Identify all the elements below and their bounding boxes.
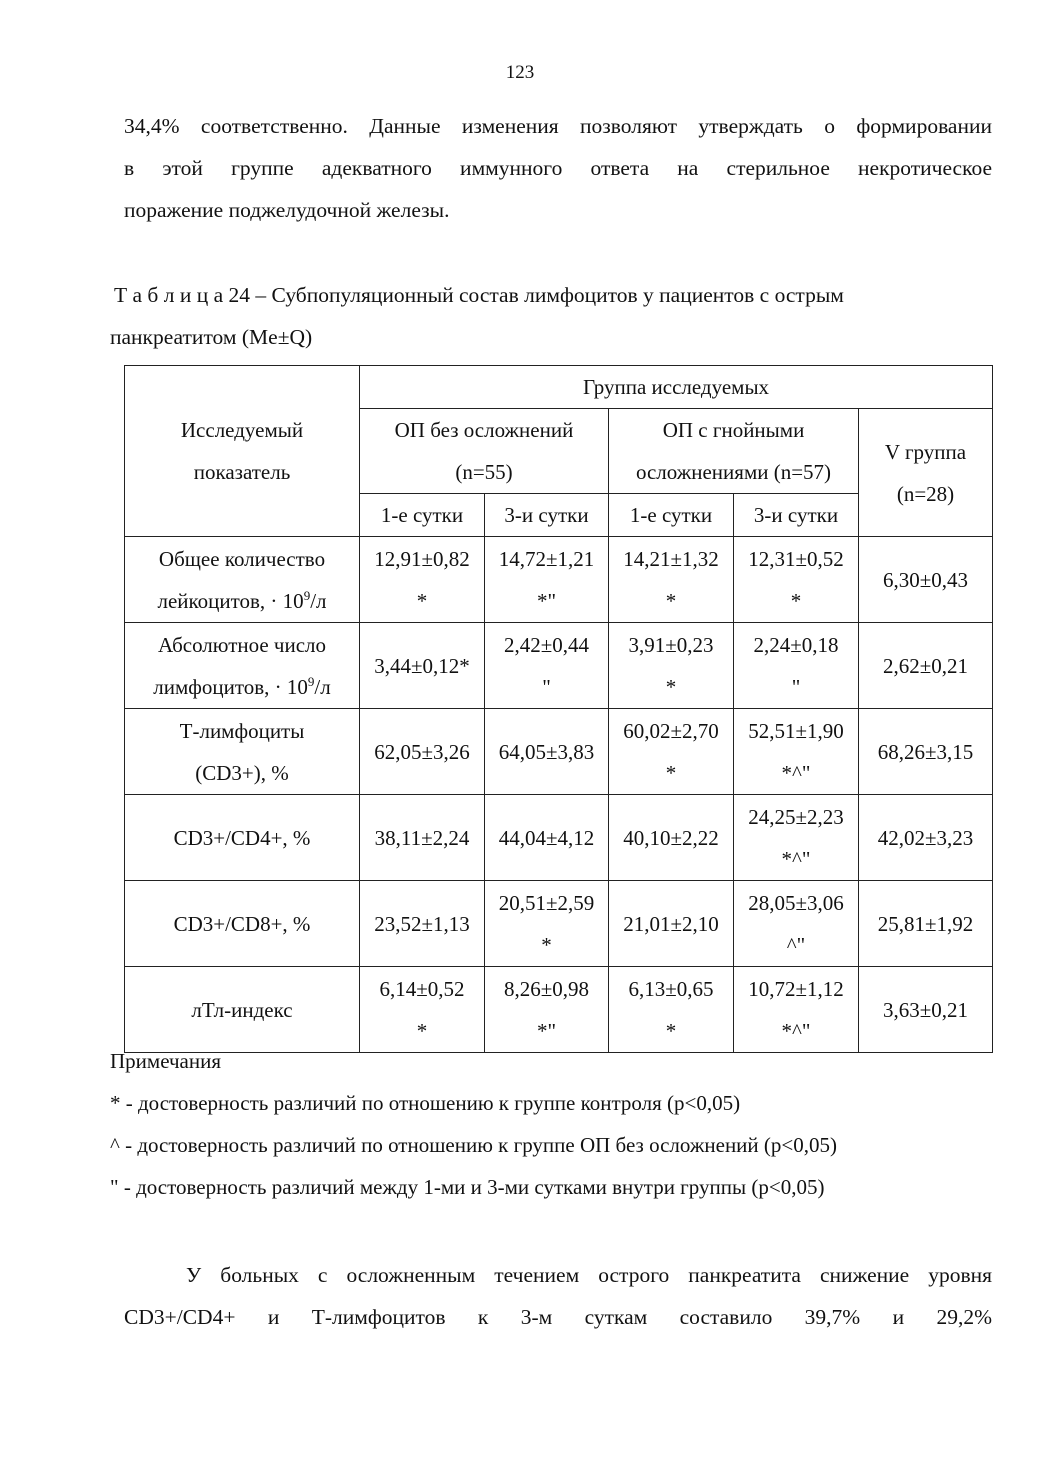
cell-value: 8,26±0,98 *" <box>485 967 609 1053</box>
cell-value: 20,51±2,59 * <box>485 881 609 967</box>
header-group-3: V группа (n=28) <box>859 409 993 537</box>
header-day-3: 3-и сутки <box>734 494 859 537</box>
header-group-2: ОП с гнойными осложнениями (n=57) <box>609 409 859 494</box>
cell-value: 12,91±0,82 * <box>360 537 485 623</box>
cell-value: 68,26±3,15 <box>859 709 993 795</box>
cell-value: 44,04±4,12 <box>485 795 609 881</box>
intro-paragraph <box>124 105 992 231</box>
cell-value: 24,25±2,23 *^" <box>734 795 859 881</box>
page-number: 123 <box>505 62 535 83</box>
intro-line: 34,4% соответственно. Данные изменения позволяют утверждать о формировании <box>124 114 992 138</box>
row-label: Т-лимфоциты (CD3+), % <box>125 709 360 795</box>
intro-line: поражение поджелудочной железы. <box>124 198 450 222</box>
outro-paragraph <box>124 1254 992 1338</box>
cell-value: 60,02±2,70 * <box>609 709 734 795</box>
cell-value: 28,05±3,06 ^" <box>734 881 859 967</box>
cell-value: 52,51±1,90 *^" <box>734 709 859 795</box>
cell-value: 6,13±0,65 * <box>609 967 734 1053</box>
header-group-1: ОП без осложнений (n=55) <box>360 409 609 494</box>
header-day-1: 1-е сутки <box>609 494 734 537</box>
table-caption-line: панкреатитом (Me±Q) <box>110 325 313 349</box>
cell-value: 3,91±0,23 * <box>609 623 734 709</box>
cell-value: 42,02±3,23 <box>859 795 993 881</box>
cell-value: 14,72±1,21 *" <box>485 537 609 623</box>
table-row <box>125 623 993 709</box>
cell-value: 38,11±2,24 <box>360 795 485 881</box>
cell-value: 62,05±3,26 <box>360 709 485 795</box>
table-row <box>125 537 993 623</box>
intro-line: в этой группе адекватного иммунного ответа на стерильное некротическое <box>124 156 992 180</box>
cell-value: 14,21±1,32 * <box>609 537 734 623</box>
cell-value: 3,63±0,21 <box>859 967 993 1053</box>
row-label: CD3+/CD8+, % <box>125 881 360 967</box>
cell-value: 25,81±1,92 <box>859 881 993 967</box>
cell-value: 64,05±3,83 <box>485 709 609 795</box>
header-day-3: 3-и сутки <box>485 494 609 537</box>
table-notes <box>110 1040 1010 1208</box>
table-caption <box>110 274 1010 358</box>
lymphocyte-table <box>124 365 993 1053</box>
cell-value: 21,01±2,10 <box>609 881 734 967</box>
row-label: Абсолютное число лимфоцитов, · $10^9/л$ <box>125 623 360 709</box>
note-item: ^ - достоверность различий по отношению к группе ОП без осложнений (p<0,05) <box>110 1133 837 1157</box>
row-label: CD3+/CD4+, % <box>125 795 360 881</box>
cell-value: 6,30±0,43 <box>859 537 993 623</box>
table-row <box>125 881 993 967</box>
header-indicator: Исследуемый показатель <box>125 366 360 537</box>
table-caption-line: Т а б л и ц а 24 – Субпопуляционный состав лимфоцитов у пациентов с острым <box>114 283 844 307</box>
cell-value: 12,31±0,52 * <box>734 537 859 623</box>
cell-value: 23,52±1,13 <box>360 881 485 967</box>
cell-value: 6,14±0,52 * <box>360 967 485 1053</box>
outro-line: CD3+/CD4+ и Т-лимфоцитов к 3-м суткам составило 39,7% и 29,2% <box>124 1305 992 1329</box>
cell-value: 40,10±2,22 <box>609 795 734 881</box>
cell-value: 2,24±0,18 " <box>734 623 859 709</box>
cell-value: 3,44±0,12* <box>360 623 485 709</box>
row-label: лТл-индекс <box>125 967 360 1053</box>
outro-line: У больных с осложненным течением острого панкреатита снижение уровня <box>186 1263 992 1287</box>
header-group-title: Группа исследуемых <box>360 366 993 409</box>
header-day-1: 1-е сутки <box>360 494 485 537</box>
table-row <box>125 709 993 795</box>
note-item: " - достоверность различий между 1-ми и 3-ми сутками внутри группы (p<0,05) <box>110 1175 825 1199</box>
table-row <box>125 795 993 881</box>
cell-value: 2,62±0,21 <box>859 623 993 709</box>
note-item: * - достоверность различий по отношению к группе контроля (p<0,05) <box>110 1091 741 1115</box>
row-label: Общее количество лейкоцитов, · $10^9/л$ <box>125 537 360 623</box>
cell-value: 2,42±0,44 " <box>485 623 609 709</box>
cell-value: 10,72±1,12 *^" <box>734 967 859 1053</box>
notes-title: Примечания <box>110 1049 222 1073</box>
